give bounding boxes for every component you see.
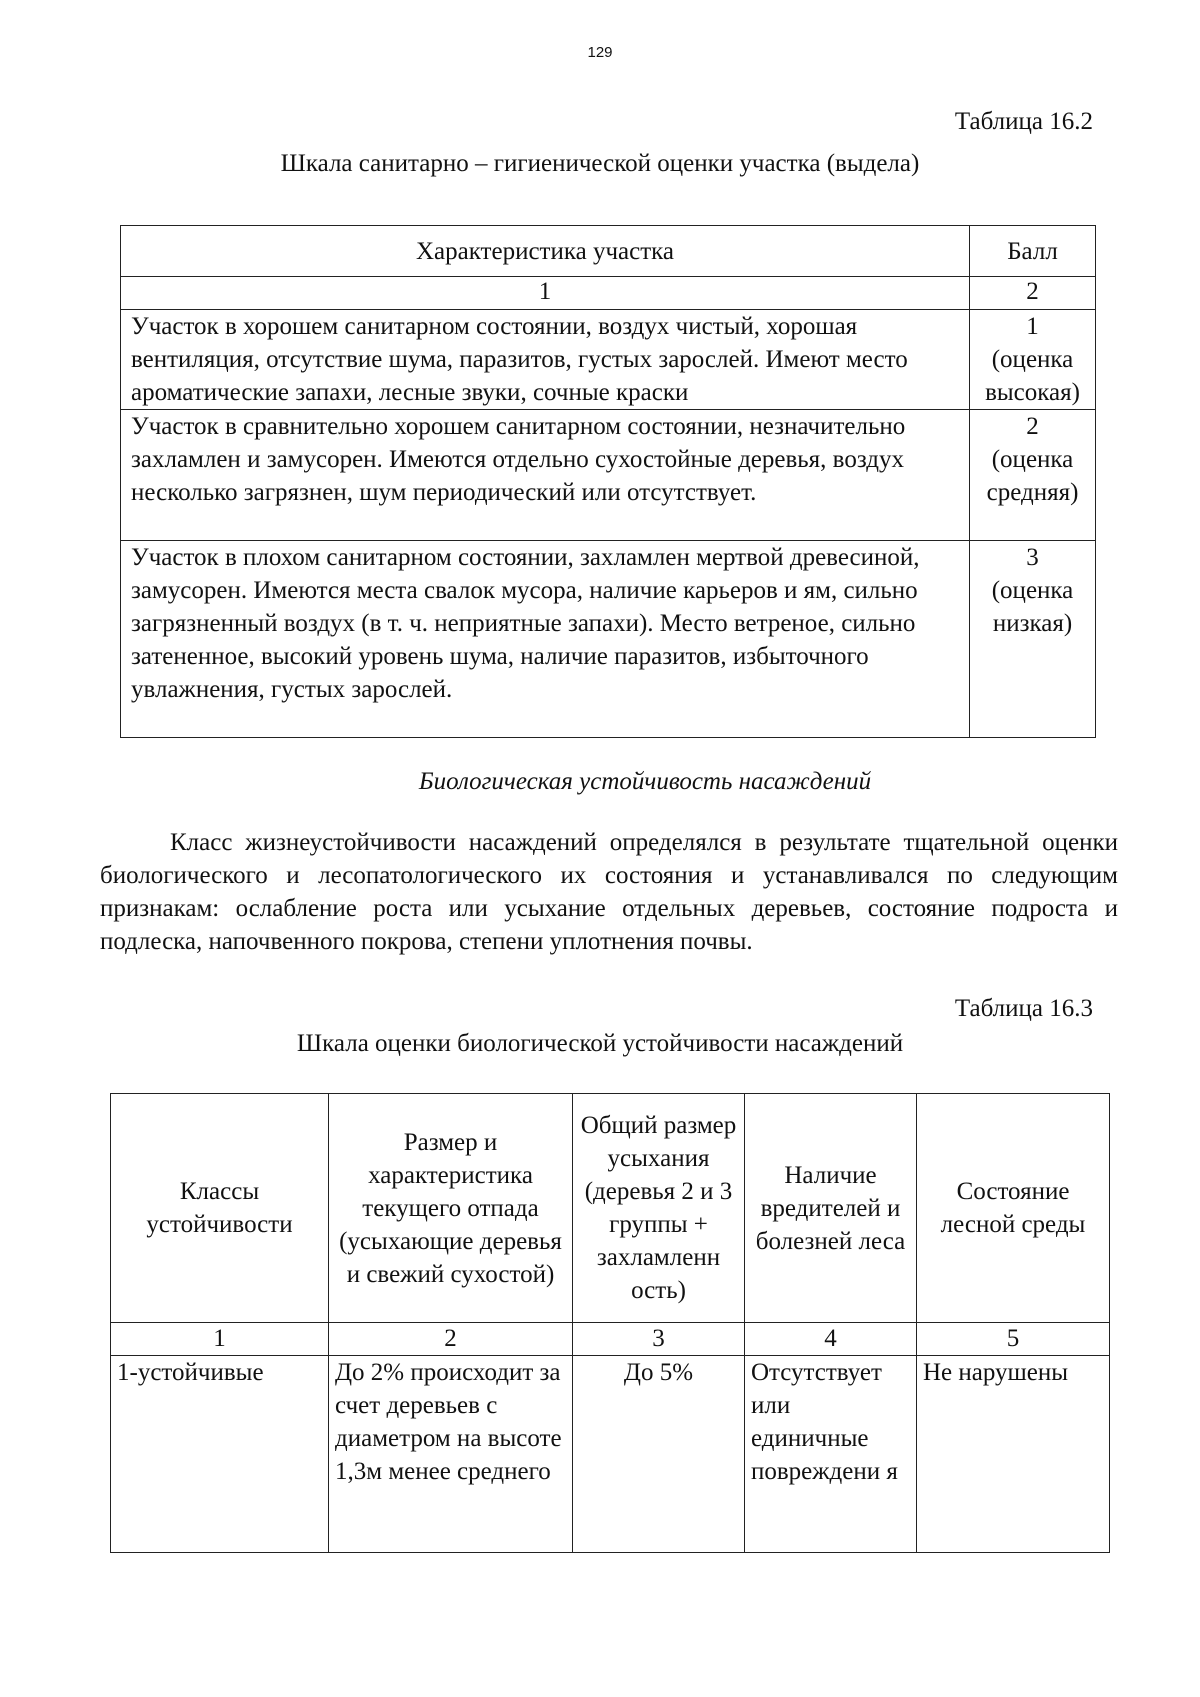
table-header-row <box>111 1094 1110 1323</box>
table-16-2-title: Шкала санитарно – гигиенической оценки участка (выдела) <box>280 150 920 177</box>
column-number-row <box>121 277 1096 310</box>
fall-off-size: До 2% происходит за счет деревьев с диаметром на высоте 1,3м менее среднего <box>329 1356 573 1553</box>
column-header: Классы устойчивости <box>111 1094 329 1323</box>
table-16-2-caption: Таблица 16.2 <box>954 108 1093 135</box>
column-number-row <box>111 1323 1110 1356</box>
score-rating: (оценка средняя) <box>986 446 1079 506</box>
forest-environment: Не нарушены <box>917 1356 1110 1553</box>
row-score <box>970 541 1096 738</box>
column-number: 3 <box>573 1323 745 1356</box>
column-number: 1 <box>121 277 970 310</box>
section-heading: Биологическая устойчивость насаждений <box>418 768 872 795</box>
page-number: 129 <box>587 44 613 61</box>
score-value: 3 <box>1026 544 1039 571</box>
table-row <box>121 541 1096 738</box>
row-description: Участок в сравнительно хорошем санитарном состоянии, незначительно захламлен и замусорен. Имеются отдельно сухостойные деревья, воздух несколько загрязнен, шум периодический или отсутствует. <box>121 410 970 541</box>
table-16-3-caption: Таблица 16.3 <box>954 995 1093 1022</box>
column-number: 2 <box>329 1323 573 1356</box>
table-header-row <box>121 226 1096 277</box>
table-row <box>111 1356 1110 1553</box>
score-value: 1 <box>1026 313 1039 340</box>
row-score <box>970 410 1096 541</box>
column-header: Общий размер усыхания (деревья 2 и 3 группы + захламленн ость) <box>573 1094 745 1323</box>
score-rating: (оценка низкая) <box>991 577 1074 637</box>
biological-stability-table <box>110 1093 1110 1553</box>
score-rating: (оценка высокая) <box>985 346 1080 406</box>
score-value: 2 <box>1026 413 1039 440</box>
column-number: 4 <box>745 1323 917 1356</box>
total-drying: До 5% <box>573 1356 745 1553</box>
column-header: Наличие вредителей и болезней леса <box>745 1094 917 1323</box>
column-number: 5 <box>917 1323 1110 1356</box>
pests-diseases: Отсутствует или единичные повреждени я <box>745 1356 917 1553</box>
column-number: 1 <box>111 1323 329 1356</box>
body-paragraph: Класс жизнеустойчивости насаждений определялся в результате тщательной оценки биологического и лесопатологического их состояния и устанавливался по следующим признакам: ослабление роста или усыхание отдельных деревьев, состояние подроста и подлеска, напочвенного покрова, степени уплотнения почвы. <box>100 829 1118 955</box>
row-description: Участок в хорошем санитарном состоянии, воздух чистый, хорошая вентиляция, отсутствие шума, паразитов, густых зарослей. Имеют место ароматические запахи, лесные звуки, сочные краски <box>121 310 970 410</box>
row-score <box>970 310 1096 410</box>
column-number: 2 <box>970 277 1096 310</box>
column-header: Балл <box>970 226 1096 277</box>
column-header: Характеристика участка <box>121 226 970 277</box>
row-description: Участок в плохом санитарном состоянии, захламлен мертвой древесиной, замусорен. Имеются места свалок мусора, наличие карьеров и ям, сильно загрязненный воздух (в т. ч. неприятные запахи). Место ветреное, сильно затененное, высокий уровень шума, наличие паразитов, избыточного увлажнения, густых зарослей. <box>121 541 970 738</box>
column-header: Состояние лесной среды <box>917 1094 1110 1323</box>
table-16-3-title: Шкала оценки биологической устойчивости насаждений <box>296 1030 904 1057</box>
sanitary-hygienic-table <box>120 225 1096 738</box>
table-row <box>121 410 1096 541</box>
column-header: Размер и характеристика текущего отпада (усыхающие деревья и свежий сухостой) <box>329 1094 573 1323</box>
stability-class: 1-устойчивые <box>111 1356 329 1553</box>
table-row <box>121 310 1096 410</box>
